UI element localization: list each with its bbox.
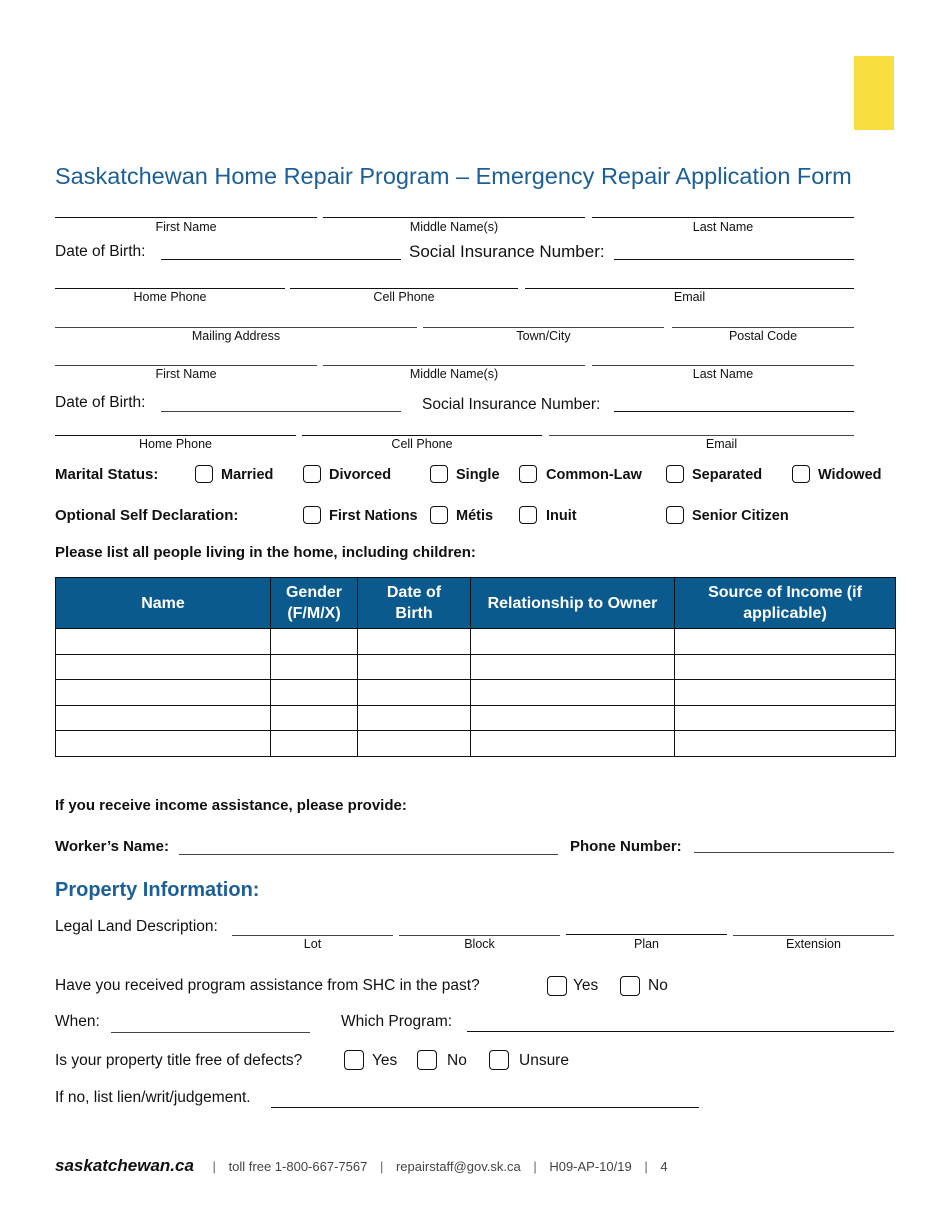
last-name-caption-2: Last Name [692,367,754,381]
table-cell[interactable] [471,680,675,706]
cell-phone-caption: Cell Phone [373,290,435,304]
table-cell[interactable] [675,654,896,680]
table-cell[interactable] [271,629,358,655]
home-phone-field[interactable] [55,288,285,289]
cell-phone-caption-2: Cell Phone [391,437,453,451]
footer-tollfree: toll free 1-800-667-7567 [228,1159,368,1174]
table-cell[interactable] [675,629,896,655]
common-law-checkbox[interactable] [519,465,537,483]
first-name-caption: First Name [155,220,217,234]
title-unsure-label: Unsure [519,1052,569,1069]
sin-field[interactable] [614,259,854,260]
table-cell[interactable] [471,629,675,655]
table-cell[interactable] [358,680,471,706]
mailing-address-field[interactable] [55,327,417,328]
table-cell[interactable] [675,731,896,757]
title-defects-question: Is your property title free of defects? [55,1052,303,1069]
col-gender: Gender (F/M/X) [271,578,358,629]
which-program-label: Which Program: [341,1013,453,1030]
inuit-checkbox[interactable] [519,506,537,524]
table-cell[interactable] [675,680,896,706]
footer-page-number: 4 [660,1159,668,1174]
table-cell[interactable] [271,654,358,680]
col-name: Name [56,578,271,629]
lien-field[interactable] [271,1107,699,1108]
widowed-checkbox[interactable] [792,465,810,483]
table-cell[interactable] [358,654,471,680]
household-table [55,577,896,757]
table-row [56,731,896,757]
middle-name-caption: Middle Name(s) [409,220,499,234]
single-checkbox[interactable] [430,465,448,483]
divorced-checkbox[interactable] [303,465,321,483]
dob-field[interactable] [161,259,401,260]
home-phone-field-2[interactable] [55,435,296,436]
first-nations-label: First Nations [329,508,418,524]
dob-label: Date of Birth: [55,243,146,260]
town-city-field[interactable] [423,327,664,328]
first-name-caption-2: First Name [155,367,217,381]
home-phone-caption: Home Phone [133,290,207,304]
title-yes-checkbox[interactable] [344,1050,364,1070]
table-row [56,680,896,706]
table-cell[interactable] [471,731,675,757]
extension-field[interactable] [733,935,894,936]
footer-form-code: H09-AP-10/19 [549,1159,632,1174]
table-row [56,654,896,680]
plan-caption: Plan [633,937,660,951]
married-label: Married [221,467,274,483]
cell-phone-field[interactable] [290,288,518,289]
past-assistance-question: Have you received program assistance from SHC in the past? [55,977,480,994]
past-no-label: No [648,977,668,994]
plan-field[interactable] [566,934,727,935]
table-cell[interactable] [471,654,675,680]
sin-label-2: Social Insurance Number: [422,396,601,413]
dob-label-2: Date of Birth: [55,394,146,411]
last-name-caption: Last Name [692,220,754,234]
town-city-caption: Town/City [516,329,571,343]
mailing-address-caption: Mailing Address [191,329,281,343]
separated-checkbox[interactable] [666,465,684,483]
which-program-field[interactable] [467,1031,894,1032]
sin-field-2[interactable] [614,411,854,412]
block-caption: Block [464,937,495,951]
middle-name-field-2[interactable] [323,365,585,366]
table-row [56,629,896,655]
senior-citizen-checkbox[interactable] [666,506,684,524]
dob-field-2[interactable] [161,411,401,412]
title-no-checkbox[interactable] [417,1050,437,1070]
table-cell[interactable] [56,705,271,731]
metis-checkbox[interactable] [430,506,448,524]
separated-label: Separated [692,467,763,483]
past-no-checkbox[interactable] [620,976,640,996]
middle-name-field[interactable] [323,217,585,218]
household-prompt: Please list all people living in the home, including children: [55,544,476,561]
table-cell[interactable] [56,629,271,655]
single-label: Single [456,467,500,483]
worker-name-label: Worker’s Name: [55,838,169,855]
self-declaration-label: Optional Self Declaration: [55,507,239,524]
footer-separator: | [644,1159,648,1174]
legal-land-label: Legal Land Description: [55,918,218,935]
footer-separator: | [379,1159,384,1174]
married-checkbox[interactable] [195,465,213,483]
middle-name-caption-2: Middle Name(s) [409,367,499,381]
lot-caption: Lot [303,937,322,951]
footer-brand[interactable]: saskatchewan.ca [55,1156,194,1175]
block-field[interactable] [399,935,560,936]
table-row [56,705,896,731]
table-cell[interactable] [271,705,358,731]
when-field[interactable] [111,1032,310,1033]
first-name-field-2[interactable] [55,365,317,366]
table-cell[interactable] [358,705,471,731]
email-caption-2: Email [705,437,738,451]
phone-number-label: Phone Number: [570,838,682,855]
title-yes-label: Yes [372,1052,398,1069]
past-yes-label: Yes [573,977,599,994]
first-name-field[interactable] [55,217,317,218]
assistance-prompt: If you receive income assistance, please provide: [55,797,407,814]
footer-separator: | [533,1159,537,1174]
phone-number-field[interactable] [694,852,894,853]
last-name-field[interactable] [592,217,854,218]
table-cell[interactable] [471,705,675,731]
when-label: When: [55,1013,100,1030]
marital-status-label: Marital Status: [55,466,159,483]
table-cell[interactable] [675,705,896,731]
email-caption: Email [673,290,706,304]
household-header-row [56,578,896,629]
table-cell[interactable] [358,629,471,655]
table-cell[interactable] [271,680,358,706]
table-cell[interactable] [56,731,271,757]
table-cell[interactable] [358,731,471,757]
footer-email[interactable]: repairstaff@gov.sk.ca [395,1159,521,1174]
past-yes-checkbox[interactable] [547,976,567,996]
cell-phone-field-2[interactable] [302,435,542,436]
widowed-label: Widowed [818,467,882,483]
title-unsure-checkbox[interactable] [489,1050,509,1070]
last-name-field-2[interactable] [592,365,854,366]
inuit-label: Inuit [546,508,577,524]
home-phone-caption-2: Home Phone [139,437,212,451]
footer-separator: | [212,1159,216,1174]
title-no-label: No [447,1052,467,1069]
col-relationship: Relationship to Owner [471,578,675,629]
common-law-label: Common-Law [546,467,642,483]
postal-code-field[interactable] [672,327,854,328]
property-heading: Property Information: [55,879,260,901]
table-cell[interactable] [271,731,358,757]
col-income: Source of Income (if applicable) [675,578,896,629]
worker-name-field[interactable] [179,854,558,855]
lot-field[interactable] [232,935,393,936]
first-nations-checkbox[interactable] [303,506,321,524]
senior-citizen-label: Senior Citizen [692,508,789,524]
accent-bar [854,56,894,130]
table-cell[interactable] [56,680,271,706]
sin-label: Social Insurance Number: [409,242,605,261]
postal-code-caption: Postal Code [728,329,798,343]
metis-label: Métis [456,508,494,524]
page-title: Saskatchewan Home Repair Program – Emergency Repair Application Form [55,163,852,189]
col-dob: Date of Birth [358,578,471,629]
footer [55,1156,668,1176]
extension-caption: Extension [786,937,841,951]
table-cell[interactable] [56,654,271,680]
divorced-label: Divorced [329,467,392,483]
email-field-2[interactable] [549,435,854,436]
email-field[interactable] [525,288,854,289]
lien-label: If no, list lien/writ/judgement. [55,1089,251,1106]
